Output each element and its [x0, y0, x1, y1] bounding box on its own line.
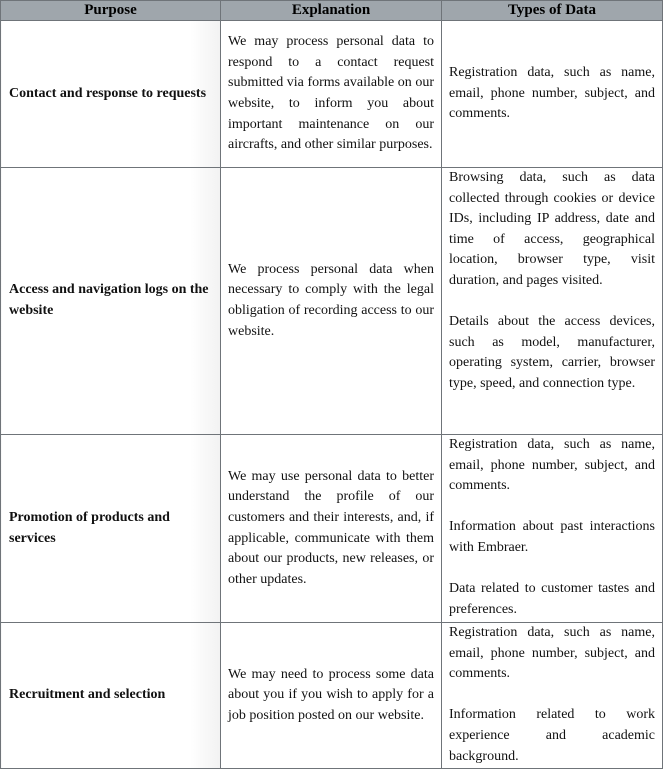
explanation-cell: We process personal data when necessary to comply with the legal obligation of recording access to our website. — [221, 168, 442, 435]
types-of-data-cell — [442, 435, 663, 623]
header-purpose: Purpose — [1, 1, 221, 21]
types-paragraph: Registration data, such as name, email, phone number, subject, and comments. — [449, 65, 655, 122]
purpose-cell: Promotion of products and services — [1, 435, 221, 623]
table-header — [1, 1, 663, 21]
table-row-access-logs — [1, 168, 663, 435]
explanation-cell: We may need to process some data about you if you wish to apply for a job position posted on our website. — [221, 623, 442, 769]
types-paragraph: Information related to work experience and academic background. — [449, 707, 655, 764]
explanation-cell: We may use personal data to better understand the profile of our customers and their interests, and, if applicable, communicate with them about our products, new releases, or other updates. — [221, 435, 442, 623]
types-paragraph: Browsing data, such as data collected through cookies or device IDs, including IP address, date and time of access, geographical location, browser type, visit duration, and pages visited. — [449, 170, 655, 288]
header-row — [1, 1, 663, 21]
purpose-cell: Contact and response to requests — [1, 21, 221, 168]
types-paragraph: Information about past interactions with Embraer. — [449, 519, 655, 555]
purpose-cell: Recruitment and selection — [1, 623, 221, 769]
table-row-promotion — [1, 435, 663, 623]
types-paragraph: Registration data, such as name, email, phone number, subject, and comments. — [449, 625, 655, 682]
header-explanation: Explanation — [221, 1, 442, 21]
purpose-cell: Access and navigation logs on the website — [1, 168, 221, 435]
types-of-data-cell — [442, 168, 663, 435]
header-types-of-data: Types of Data — [442, 1, 663, 21]
explanation-cell: We may process personal data to respond to a contact request submitted via forms available on our website, to inform you about important maintenance on our aircrafts, and other similar purposes. — [221, 21, 442, 168]
types-of-data-cell — [442, 21, 663, 168]
types-of-data-cell — [442, 623, 663, 769]
table-row-contact — [1, 21, 663, 168]
types-paragraph: Data related to customer tastes and preferences. — [449, 581, 655, 617]
types-paragraph: Details about the access devices, such as model, manufacturer, operating system, carrier, browser type, speed, and connection type. — [449, 314, 655, 391]
table-body — [1, 21, 663, 769]
types-paragraph: Registration data, such as name, email, phone number, subject, and comments. — [449, 437, 655, 494]
table-row-recruitment — [1, 623, 663, 769]
